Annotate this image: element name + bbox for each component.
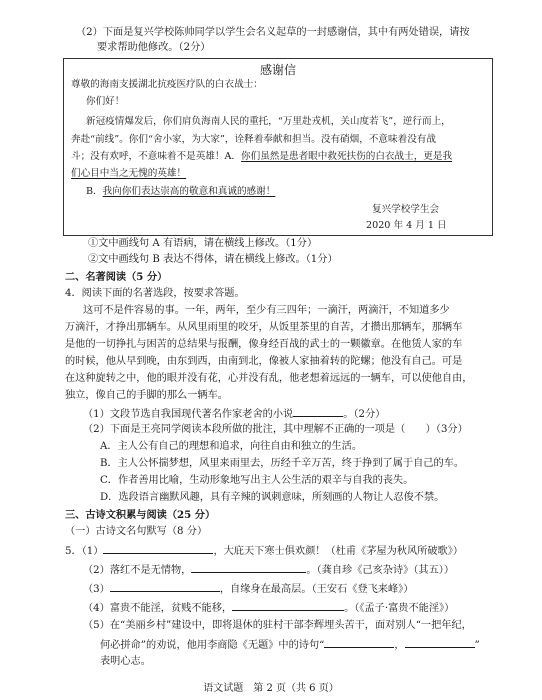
letter-title: 感谢信 xyxy=(259,63,296,77)
option-d: D．选段语言幽默风趣，具有辛辣的讽刺意味，所刻画的人物让人忍俊不禁。 xyxy=(100,492,445,503)
sentence-a-underlined-part2: 们心目中当之无愧的英雄！ xyxy=(71,168,187,179)
q5-1-answer-blank[interactable] xyxy=(103,543,213,554)
q2-prompt-line1: （2）下面是复兴学校陈帅同学以学生会名义起草的一封感谢信，其中有两处错误，请按 xyxy=(76,27,470,38)
q2-prompt-line2: 要求帮助他修改。（2分） xyxy=(97,42,211,53)
q5-4-answer-blank[interactable] xyxy=(232,600,344,611)
section2-heading: 二、名著阅读（5 分） xyxy=(65,271,168,283)
letter-date: 2020 年 4 月 1 日 xyxy=(366,220,447,231)
q5-item-5-line2 xyxy=(100,637,480,653)
q5-5-comma: ， xyxy=(394,640,405,651)
q5-label: 5．（1） xyxy=(65,546,104,557)
q5-item-3 xyxy=(83,581,413,597)
q4-sub1-answer-blank[interactable] xyxy=(293,406,343,417)
letter-body-line1: 新冠疫情爆发后，你们肩负海南人民的重托，“万里赴戎机，关山度若飞”，逆行而上， xyxy=(86,116,451,127)
q5-4-text: （4）富贵不能淫，贫贱不能移， xyxy=(83,603,233,614)
sentence-a-underlined-part1: 你们虽然是患者眼中救死扶伤的白衣战士，更是我 xyxy=(241,151,453,162)
q5-2-source: 。（龚自珍《己亥杂诗》（其五）） xyxy=(306,565,455,576)
q5-5-answer-blank-2[interactable] xyxy=(405,637,475,648)
q5-3-label: （3） xyxy=(83,584,110,595)
q5-4-source: 。（《孟子·富贵不能淫》） xyxy=(344,603,455,614)
passage-line-3: 是他的一切挣扎与困苦的总结果与报酬，像身经百战的武士的一颗徽章。在他赁人家的车 xyxy=(65,339,463,350)
q5-5-answer-blank-1[interactable] xyxy=(324,637,394,648)
letter-greeting: 你们好！ xyxy=(86,96,125,107)
option-b: B．主人公怀揣梦想，风里来雨里去，历经千辛万苦，终于挣到了属于自己的车。 xyxy=(100,458,465,469)
section3-heading: 三、古诗文积累与阅读（25 分） xyxy=(65,509,216,521)
letter-body-line3-plain: 斗；没有欢呼，不意味着不是英雄！A． xyxy=(71,151,242,162)
q5-item-5-line1: （5）在“美丽乡村”建设中，即将退休的驻村干部李辉埋头苦干，面对别人“一把年纪， xyxy=(83,620,472,631)
option-c: C．作者善用比喻，生动形象地写出主人公生活的艰辛与自我的丧失。 xyxy=(100,475,414,486)
q2-item-2: ②文中画线句 B 表达不得体，请在横线上修改。（1分） xyxy=(88,254,338,265)
q5-2-answer-blank[interactable] xyxy=(191,562,306,573)
sentence-b-label: B． xyxy=(86,186,103,197)
page-footer: 语文试题 第 2 页（共 6 页） xyxy=(203,683,339,694)
passage-line-1: 这可不是件容易的事。一年，两年，至少有三四年；一滴汗，两滴汗，不知道多少 xyxy=(83,305,450,316)
q2-item-1: ①文中画线句 A 有语病，请在横线上修改。（1分） xyxy=(88,238,318,249)
q4-sub2: （2）下面是王亮同学阅读本段所做的批注，其中理解不正确的一项是（ ）（3分） xyxy=(83,424,468,435)
q5-item-4 xyxy=(83,600,454,616)
passage-line-5: 在这种旋转之中，他的眼并没有花，心并没有乱，他老想着远远的一辆车，可以使他自由， xyxy=(65,373,473,384)
q4-prompt: 4．阅读下面的名著选段，按要求答题。 xyxy=(65,288,245,299)
q5-5-text: 何必拼命”的劝说，他用李商隐《无题》中的诗句“ xyxy=(100,640,325,651)
letter-body-line2: 奔赴“前线”。你们“舍小家，为大家”，诠释着奉献和担当。没有硝烟，不意味着没有战 xyxy=(71,134,436,145)
letter-body-line5 xyxy=(86,185,275,199)
passage-line-6: 独立，像自己的手脚的那么一辆车。 xyxy=(65,390,228,401)
passage-line-4: 的时候，他从早到晚，由东到西，由南到北，像被人家抽着转的陀螺；他没有自己。可是 xyxy=(65,356,463,367)
q5-3-text: ，自缘身在最高层。（王安石《登飞来峰》） xyxy=(219,584,414,595)
section3-subheading: （一）古诗文名句默写（8 分） xyxy=(65,526,208,537)
q5-3-answer-blank[interactable] xyxy=(110,581,220,592)
passage-line-2: 万滴汗，才挣出那辆车。从风里雨里的咬牙，从饭里茶里的自苦，才攒出那辆车，那辆车 xyxy=(65,322,463,333)
q5-item-1 xyxy=(65,543,463,559)
q5-1-text: ，大庇天下寒士俱欢颜！（杜甫《茅屋为秋风所破歌》） xyxy=(213,546,464,557)
q5-item-2 xyxy=(83,562,454,578)
q4-sub1-text: （1）文段节选自我国现代著名作家老舍的小说 xyxy=(83,409,294,420)
q5-2-text: （2）落红不是无情物， xyxy=(83,565,192,576)
sentence-b-underlined: 我向你们表达崇高的敬意和真诚的感谢！ xyxy=(102,186,276,197)
letter-signature: 复兴学校学生会 xyxy=(372,204,440,215)
q5-item-5-line3: 表明心志。 xyxy=(100,656,151,667)
option-a: A．主人公有自己的理想和追求，向往自由和独立的生活。 xyxy=(100,441,363,452)
letter-salutation: 尊敬的海南支援湖北抗疫医疗队的白衣战士： xyxy=(71,79,263,90)
q5-5-close-quote: ” xyxy=(474,640,480,651)
thank-you-letter-box xyxy=(63,58,493,236)
q4-sub1-points: 。（2分） xyxy=(343,409,386,420)
q4-sub1 xyxy=(83,406,385,422)
letter-body-line3 xyxy=(71,150,452,164)
